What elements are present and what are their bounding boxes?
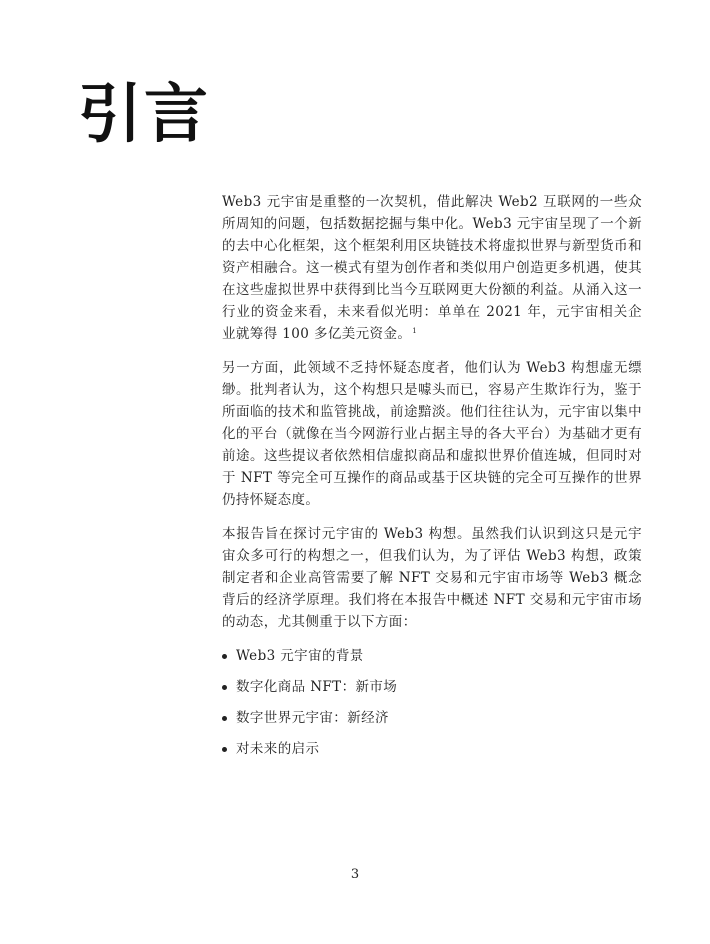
list-item [222,738,642,760]
paragraph-2-text: 另一方面，此领域不乏持怀疑态度者，他们认为 Web3 构想虚无缥缈。批判者认为，这个构想只是噱头而已，容易产生欺诈行为，鉴于所面临的技术和监管挑战，前途黯淡。他们往往认为，元宇宙以集中化的平台（就像在当今网游行业占据主导的各大平台）为基础才更有前途。这些提议者依然相信虚拟商品和虚拟世界价值连城，但同时对于 NFT 等完全可互操作的商品或基于区块链的完全可互操作的世界仍持怀疑态度。 [222,360,642,508]
paragraph-3-text: 本报告旨在探讨元宇宙的 Web3 构想。虽然我们认识到这只是元宇宙众多可行的构想之一，但我们认为，为了评估 Web3 构想，政策制定者和企业高管需要了解 NFT 交易和元宇宙市场等 Web3 概念背后的经济学原理。我们将在本报告中概述 NFT 交易和元宇宙市场的动态，尤其侧重于以下方面： [222,526,642,630]
paragraph-1-text: Web3 元宇宙是重整的一次契机，借此解决 Web2 互联网的一些众所周知的问题，包括数据挖掘与集中化。Web3 元宇宙呈现了一个新的去中心化框架，这个框架利用区块链技术将虚拟世界与新型货币和资产相融合。这一模式有望为创作者和类似用户创造更多机遇，使其在这些虚拟世界中获得到比当今互联网更大份额的利益。从涌入这一行业的资金来看，未来看似光明：单单在 2021 年，元宇宙相关企业就筹得 100 多亿美元资金。 [222,194,642,342]
bullet-icon [222,654,227,659]
bullet-icon [222,747,227,752]
list-item-label: 对未来的启示 [236,741,320,757]
bullet-icon [222,716,227,721]
body-text [222,191,642,769]
paragraph-3 [222,523,642,633]
list-item [222,645,642,667]
chapter-title: 引言 [78,77,210,152]
list-item [222,707,642,729]
paragraph-2 [222,357,642,511]
paragraph-1 [222,191,642,345]
footnote-marker[interactable]: 1 [412,326,418,335]
list-item [222,676,642,698]
list-item-label: Web3 元宇宙的背景 [236,648,364,664]
topic-list [222,645,642,760]
bullet-icon [222,685,227,690]
page-number: 3 [350,867,360,882]
list-item-label: 数字世界元宇宙：新经济 [236,710,389,726]
list-item-label: 数字化商品 NFT：新市场 [236,679,398,695]
